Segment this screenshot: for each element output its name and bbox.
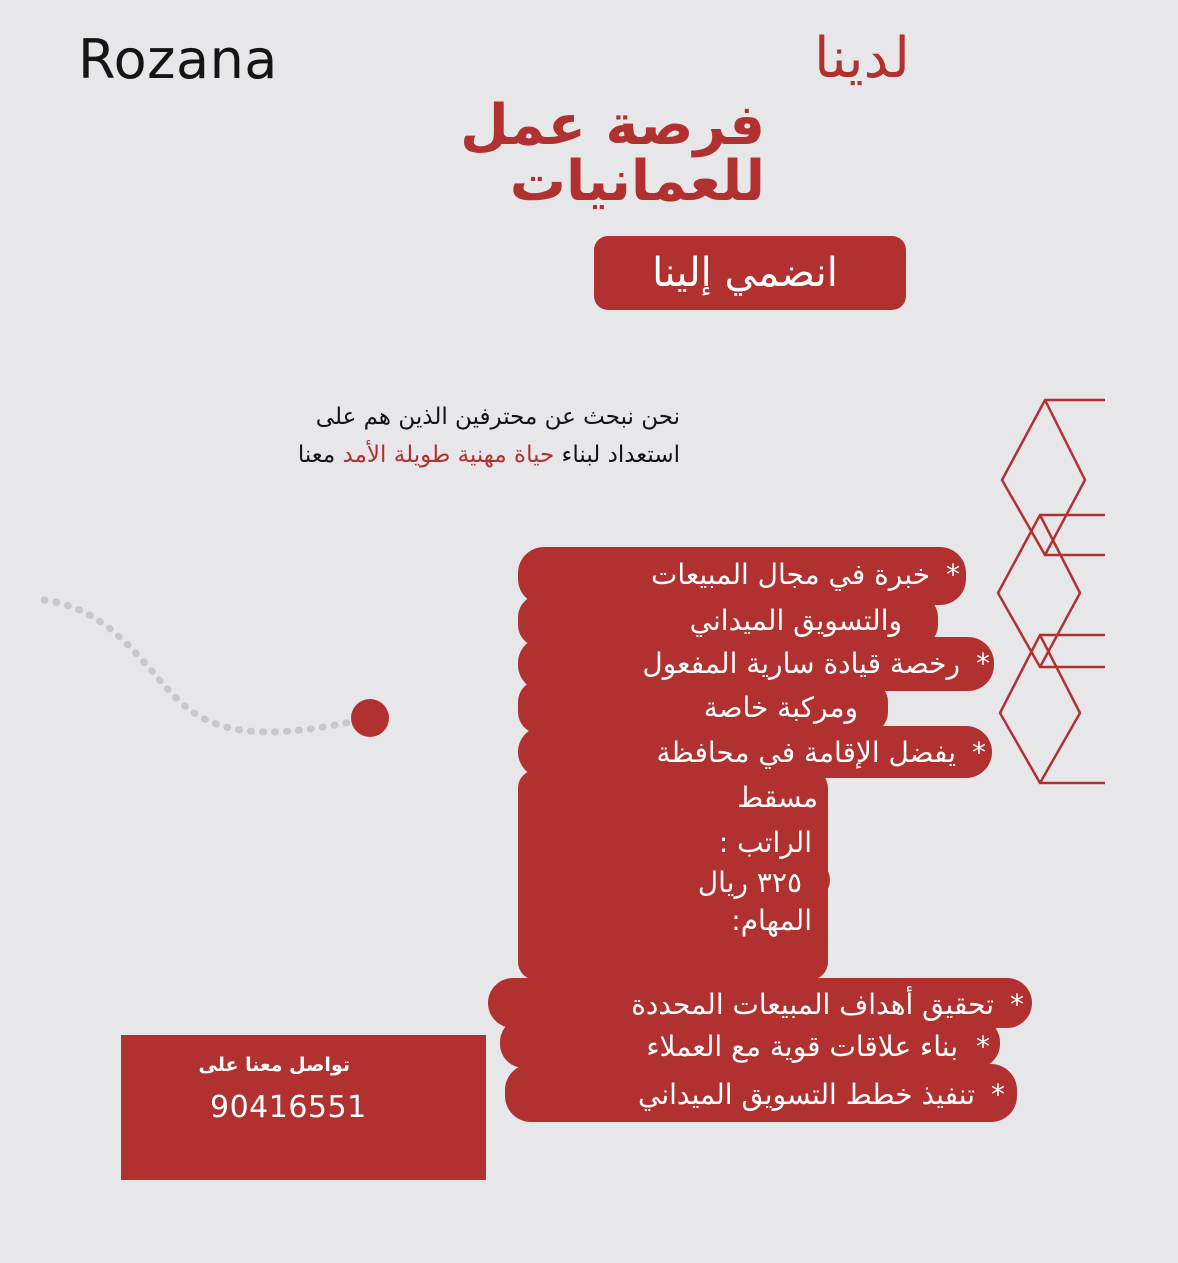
requirement-1: *خبرة في مجال المبيعات: [650, 558, 960, 591]
tasks-label: المهام:: [731, 904, 812, 937]
contact-phone[interactable]: 90416551: [210, 1090, 367, 1125]
bullet: *: [972, 736, 986, 769]
brand-name: Rozana: [78, 28, 278, 91]
headline-line2: فرصة عمل: [460, 93, 765, 158]
salary-label: الراتب :: [718, 826, 812, 859]
salary-amount: ٣٢٥ ريال: [697, 866, 802, 899]
contact-label: تواصل معنا على: [198, 1054, 350, 1076]
bullet: *: [976, 647, 990, 680]
intro-highlight: حياة مهنية طويلة الأمد: [342, 442, 555, 468]
bullet: *: [1010, 988, 1024, 1021]
requirement-2-cont: ومركبة خاصة: [703, 691, 858, 724]
intro-line2: استعداد لبناء حياة مهنية طويلة الأمد معنا: [297, 442, 680, 468]
headline-line1: لدينا: [813, 26, 910, 91]
task-2: *بناء علاقات قوية مع العملاء: [646, 1030, 990, 1063]
headline-line3: للعمانيات: [509, 149, 765, 214]
requirement-3: *يفضل الإقامة في محافظة: [656, 736, 986, 769]
requirement-2: *رخصة قيادة سارية المفعول: [642, 647, 990, 680]
task-3: *تنفيذ خطط التسويق الميداني: [637, 1078, 1005, 1111]
requirement-3-cont: مسقط: [737, 781, 818, 814]
bullet: *: [991, 1078, 1005, 1111]
intro-line1: نحن نبحث عن محترفين الذين هم على: [315, 404, 680, 430]
bullet: *: [976, 1030, 990, 1063]
bullet: *: [946, 558, 960, 591]
requirement-1-cont: والتسويق الميداني: [689, 604, 902, 637]
task-1: *تحقيق أهداف المبيعات المحددة: [631, 988, 1024, 1021]
join-us-button[interactable]: انضمي إلينا: [594, 236, 906, 310]
